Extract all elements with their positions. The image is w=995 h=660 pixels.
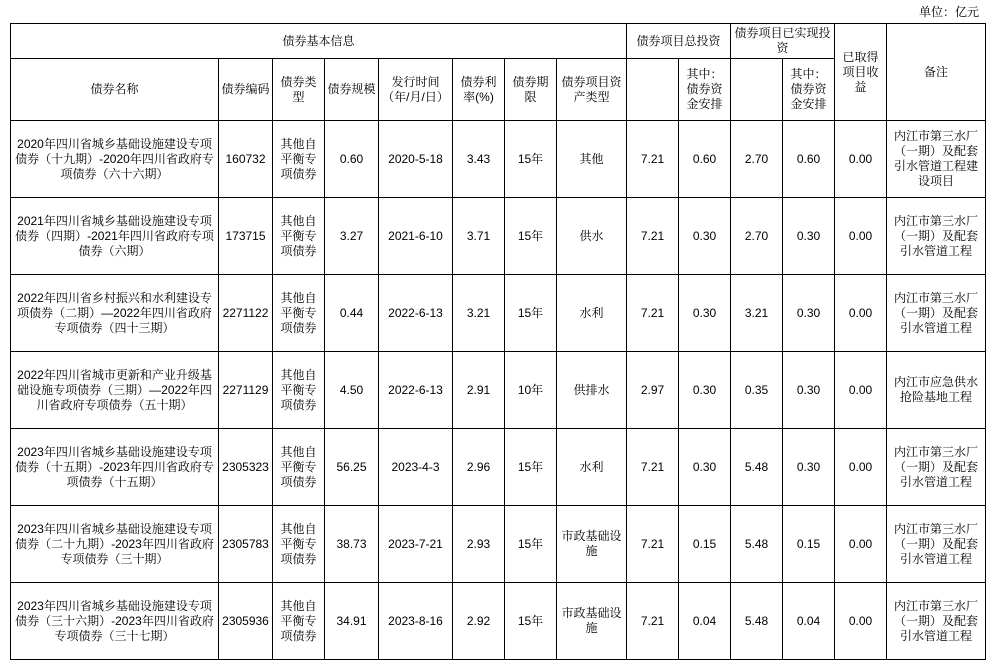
header-realized-invest-value bbox=[731, 59, 783, 121]
cell-realized-invest: 2.70 bbox=[731, 121, 783, 198]
header-bond-name: 债券名称 bbox=[11, 59, 219, 121]
cell-bond-type: 其他自平衡专项债券 bbox=[273, 352, 325, 429]
cell-bond-scale: 38.73 bbox=[325, 506, 379, 583]
cell-gained-income: 0.00 bbox=[835, 506, 887, 583]
cell-total-invest-sub: 0.30 bbox=[679, 198, 731, 275]
header-group-basic: 债券基本信息 bbox=[11, 24, 627, 59]
cell-issue-date: 2023-4-3 bbox=[379, 429, 453, 506]
cell-bond-rate: 3.21 bbox=[453, 275, 505, 352]
cell-remark: 内江市第三水厂（一期）及配套引水管道工程 bbox=[887, 506, 986, 583]
cell-bond-name: 2021年四川省城乡基础设施建设专项债券（四期）-2021年四川省政府专项债券（六期） bbox=[11, 198, 219, 275]
cell-gained-income: 0.00 bbox=[835, 275, 887, 352]
cell-asset-type: 供水 bbox=[557, 198, 627, 275]
cell-bond-term: 15年 bbox=[505, 429, 557, 506]
cell-issue-date: 2023-7-21 bbox=[379, 506, 453, 583]
cell-realized-invest: 2.70 bbox=[731, 198, 783, 275]
cell-bond-code: 2271122 bbox=[219, 275, 273, 352]
cell-total-invest-sub: 0.04 bbox=[679, 583, 731, 660]
cell-total-invest: 2.97 bbox=[627, 352, 679, 429]
cell-gained-income: 0.00 bbox=[835, 121, 887, 198]
cell-issue-date: 2022-6-13 bbox=[379, 352, 453, 429]
cell-asset-type: 其他 bbox=[557, 121, 627, 198]
cell-gained-income: 0.00 bbox=[835, 198, 887, 275]
cell-total-invest-sub: 0.30 bbox=[679, 275, 731, 352]
cell-bond-code: 2305783 bbox=[219, 506, 273, 583]
cell-gained-income: 0.00 bbox=[835, 583, 887, 660]
cell-total-invest: 7.21 bbox=[627, 506, 679, 583]
header-total-invest-sub: 其中：债券资金安排 bbox=[679, 59, 731, 121]
cell-realized-invest-sub: 0.30 bbox=[783, 429, 835, 506]
cell-realized-invest-sub: 0.30 bbox=[783, 198, 835, 275]
cell-bond-type: 其他自平衡专项债券 bbox=[273, 429, 325, 506]
header-total-invest-value bbox=[627, 59, 679, 121]
cell-bond-scale: 3.27 bbox=[325, 198, 379, 275]
cell-bond-term: 10年 bbox=[505, 352, 557, 429]
bond-information-table bbox=[10, 23, 986, 660]
table-header bbox=[11, 24, 986, 121]
table-row bbox=[11, 121, 986, 198]
cell-bond-type: 其他自平衡专项债券 bbox=[273, 583, 325, 660]
cell-bond-code: 2271129 bbox=[219, 352, 273, 429]
cell-bond-scale: 34.91 bbox=[325, 583, 379, 660]
cell-bond-rate: 2.91 bbox=[453, 352, 505, 429]
table-row bbox=[11, 429, 986, 506]
cell-bond-code: 2305323 bbox=[219, 429, 273, 506]
cell-total-invest: 7.21 bbox=[627, 275, 679, 352]
cell-bond-term: 15年 bbox=[505, 506, 557, 583]
cell-total-invest: 7.21 bbox=[627, 121, 679, 198]
cell-asset-type: 水利 bbox=[557, 429, 627, 506]
cell-bond-name: 2022年四川省乡村振兴和水利建设专项债券（二期）—2022年四川省政府专项债券（四十三期） bbox=[11, 275, 219, 352]
cell-bond-rate: 2.92 bbox=[453, 583, 505, 660]
cell-bond-scale: 4.50 bbox=[325, 352, 379, 429]
cell-total-invest-sub: 0.30 bbox=[679, 429, 731, 506]
cell-bond-code: 2305936 bbox=[219, 583, 273, 660]
cell-total-invest-sub: 0.60 bbox=[679, 121, 731, 198]
header-realized-invest-sub: 其中：债券资金安排 bbox=[783, 59, 835, 121]
cell-asset-type: 市政基础设施 bbox=[557, 583, 627, 660]
cell-bond-rate: 3.43 bbox=[453, 121, 505, 198]
cell-bond-scale: 0.44 bbox=[325, 275, 379, 352]
cell-realized-invest: 5.48 bbox=[731, 506, 783, 583]
cell-bond-rate: 2.93 bbox=[453, 506, 505, 583]
header-issue-date: 发行时间（年/月/日） bbox=[379, 59, 453, 121]
cell-total-invest: 7.21 bbox=[627, 583, 679, 660]
cell-bond-rate: 2.96 bbox=[453, 429, 505, 506]
cell-bond-term: 15年 bbox=[505, 583, 557, 660]
cell-bond-name: 2022年四川省城市更新和产业升级基础设施专项债券（三期）—2022年四川省政府专项债券（五十期） bbox=[11, 352, 219, 429]
cell-bond-code: 160732 bbox=[219, 121, 273, 198]
cell-realized-invest: 5.48 bbox=[731, 429, 783, 506]
cell-bond-rate: 3.71 bbox=[453, 198, 505, 275]
cell-bond-type: 其他自平衡专项债券 bbox=[273, 198, 325, 275]
cell-remark: 内江市第三水厂（一期）及配套引水管道工程 bbox=[887, 583, 986, 660]
header-remark: 备注 bbox=[887, 24, 986, 121]
header-bond-type: 债券类型 bbox=[273, 59, 325, 121]
cell-gained-income: 0.00 bbox=[835, 429, 887, 506]
cell-realized-invest: 3.21 bbox=[731, 275, 783, 352]
cell-remark: 内江市应急供水抢险基地工程 bbox=[887, 352, 986, 429]
cell-realized-invest-sub: 0.04 bbox=[783, 583, 835, 660]
unit-note: 单位：亿元 bbox=[918, 5, 979, 19]
header-bond-term: 债券期限 bbox=[505, 59, 557, 121]
cell-bond-code: 173715 bbox=[219, 198, 273, 275]
cell-remark: 内江市第三水厂（一期）及配套引水管道工程建设项目 bbox=[887, 121, 986, 198]
table-row bbox=[11, 275, 986, 352]
cell-remark: 内江市第三水厂（一期）及配套引水管道工程 bbox=[887, 275, 986, 352]
cell-asset-type: 供排水 bbox=[557, 352, 627, 429]
table-row bbox=[11, 583, 986, 660]
header-gained-income: 已取得项目收益 bbox=[835, 24, 887, 121]
cell-total-invest-sub: 0.15 bbox=[679, 506, 731, 583]
cell-bond-name: 2023年四川省城乡基础设施建设专项债券（十五期）-2023年四川省政府专项债券（十五期） bbox=[11, 429, 219, 506]
cell-asset-type: 市政基础设施 bbox=[557, 506, 627, 583]
header-group-row bbox=[11, 24, 986, 59]
cell-total-invest-sub: 0.30 bbox=[679, 352, 731, 429]
cell-bond-type: 其他自平衡专项债券 bbox=[273, 506, 325, 583]
cell-bond-type: 其他自平衡专项债券 bbox=[273, 275, 325, 352]
table-row bbox=[11, 352, 986, 429]
table-body bbox=[11, 121, 986, 660]
table-row bbox=[11, 506, 986, 583]
cell-gained-income: 0.00 bbox=[835, 352, 887, 429]
header-bond-scale: 债券规模 bbox=[325, 59, 379, 121]
cell-bond-type: 其他自平衡专项债券 bbox=[273, 121, 325, 198]
cell-asset-type: 水利 bbox=[557, 275, 627, 352]
cell-issue-date: 2023-8-16 bbox=[379, 583, 453, 660]
cell-issue-date: 2021-6-10 bbox=[379, 198, 453, 275]
cell-bond-term: 15年 bbox=[505, 121, 557, 198]
header-bond-rate: 债券利率(%) bbox=[453, 59, 505, 121]
cell-bond-name: 2023年四川省城乡基础设施建设专项债券（三十六期）-2023年四川省政府专项债券（三十七期） bbox=[11, 583, 219, 660]
cell-realized-invest-sub: 0.15 bbox=[783, 506, 835, 583]
cell-realized-invest-sub: 0.30 bbox=[783, 275, 835, 352]
cell-realized-invest: 0.35 bbox=[731, 352, 783, 429]
table-row bbox=[11, 198, 986, 275]
cell-total-invest: 7.21 bbox=[627, 429, 679, 506]
cell-bond-scale: 0.60 bbox=[325, 121, 379, 198]
cell-issue-date: 2022-6-13 bbox=[379, 275, 453, 352]
header-bond-code: 债券编码 bbox=[219, 59, 273, 121]
cell-bond-term: 15年 bbox=[505, 275, 557, 352]
cell-realized-invest: 5.48 bbox=[731, 583, 783, 660]
cell-bond-term: 15年 bbox=[505, 198, 557, 275]
cell-realized-invest-sub: 0.60 bbox=[783, 121, 835, 198]
header-group-total-invest: 债券项目总投资 bbox=[627, 24, 731, 59]
header-group-realized-invest: 债券项目已实现投资 bbox=[731, 24, 835, 59]
header-asset-type: 债券项目资产类型 bbox=[557, 59, 627, 121]
cell-bond-name: 2020年四川省城乡基础设施建设专项债券（十九期）-2020年四川省政府专项债券（六十六期） bbox=[11, 121, 219, 198]
cell-bond-scale: 56.25 bbox=[325, 429, 379, 506]
cell-total-invest: 7.21 bbox=[627, 198, 679, 275]
cell-bond-name: 2023年四川省城乡基础设施建设专项债券（二十九期）-2023年四川省政府专项债券（三十期） bbox=[11, 506, 219, 583]
cell-realized-invest-sub: 0.30 bbox=[783, 352, 835, 429]
cell-issue-date: 2020-5-18 bbox=[379, 121, 453, 198]
cell-remark: 内江市第三水厂（一期）及配套引水管道工程 bbox=[887, 429, 986, 506]
cell-remark: 内江市第三水厂（一期）及配套引水管道工程 bbox=[887, 198, 986, 275]
